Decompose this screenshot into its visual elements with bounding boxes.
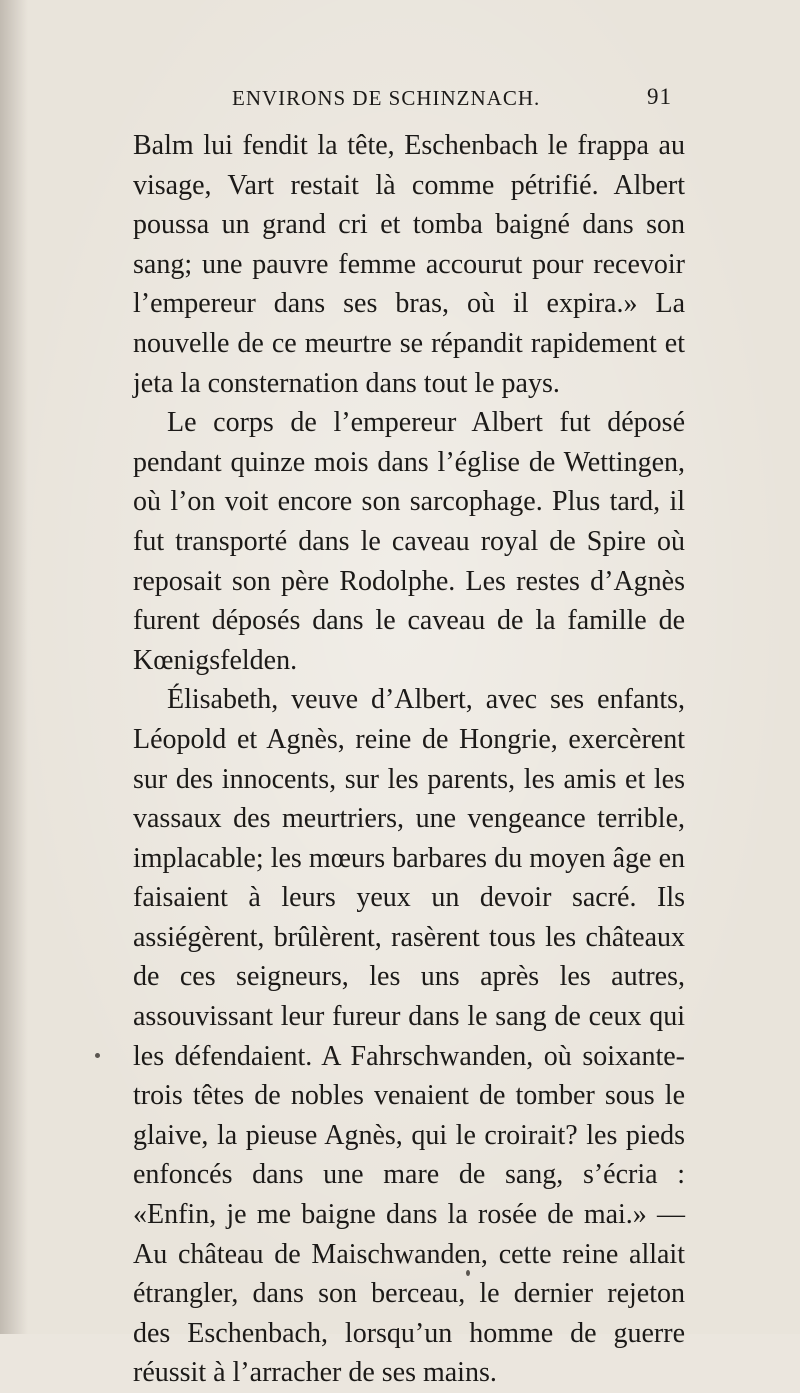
body-text: [133, 126, 685, 1393]
paragraph-3: Élisabeth, veuve d’Albert, avec ses enfants, Léopold et Agnès, reine de Hongrie, exercèrent sur des innocents, sur les parents, les amis et les vassaux des meurtriers, une vengeance terrible, implacable; les mœurs barbares du moyen âge en faisaient à leurs yeux un devoir sacré. Ils assiégèrent, brûlèrent, rasèrent tous les châteaux de ces seigneurs, les uns après les autres, assouvissant leur fureur dans le sang de ceux qui les défendaient. A Fahrschwanden, où soixante-trois têtes de nobles venaient de tomber sous le glaive, la pieuse Agnès, qui le croirait? les pieds enfoncés dans une mare de sang, s’écria : «Enfin, je me baigne dans la rosée de mai.» — Au château de Maischwanden, cette reine allait étrangler, dans son berceau, le dernier rejeton des Eschenbach, lorsqu’un homme de guerre réussit à l’arracher de ses mains.: [133, 684, 685, 1389]
running-title: ENVIRONS DE SCHINZNACH.: [232, 86, 541, 110]
page-number: 91: [647, 84, 672, 109]
paper-speck: [95, 1053, 100, 1058]
paragraph-1: Balm lui fendit la tête, Eschenbach le frappa au visage, Vart restait là comme pétrifié. Albert poussa un grand cri et tomba baigné dans son sang; une pauvre femme accourut pour recevoir l’empereur dans ses bras, où il expira.» La nouvelle de ce meurtre se répandit rapidement et jeta la consternation dans tout le pays.: [133, 130, 685, 399]
paragraph-2: Le corps de l’empereur Albert fut déposé pendant quinze mois dans l’église de Wettingen, où l’on voit encore son sarcophage. Plus tard, il fut transporté dans le caveau royal de Spire où reposait son père Rodolphe. Les restes d’Agnès furent déposés dans le caveau de la famille de Kœnigsfelden.: [133, 407, 685, 676]
paper-speck: [466, 1270, 470, 1276]
page-gutter-shadow: [0, 0, 28, 1334]
running-head: [232, 86, 672, 116]
